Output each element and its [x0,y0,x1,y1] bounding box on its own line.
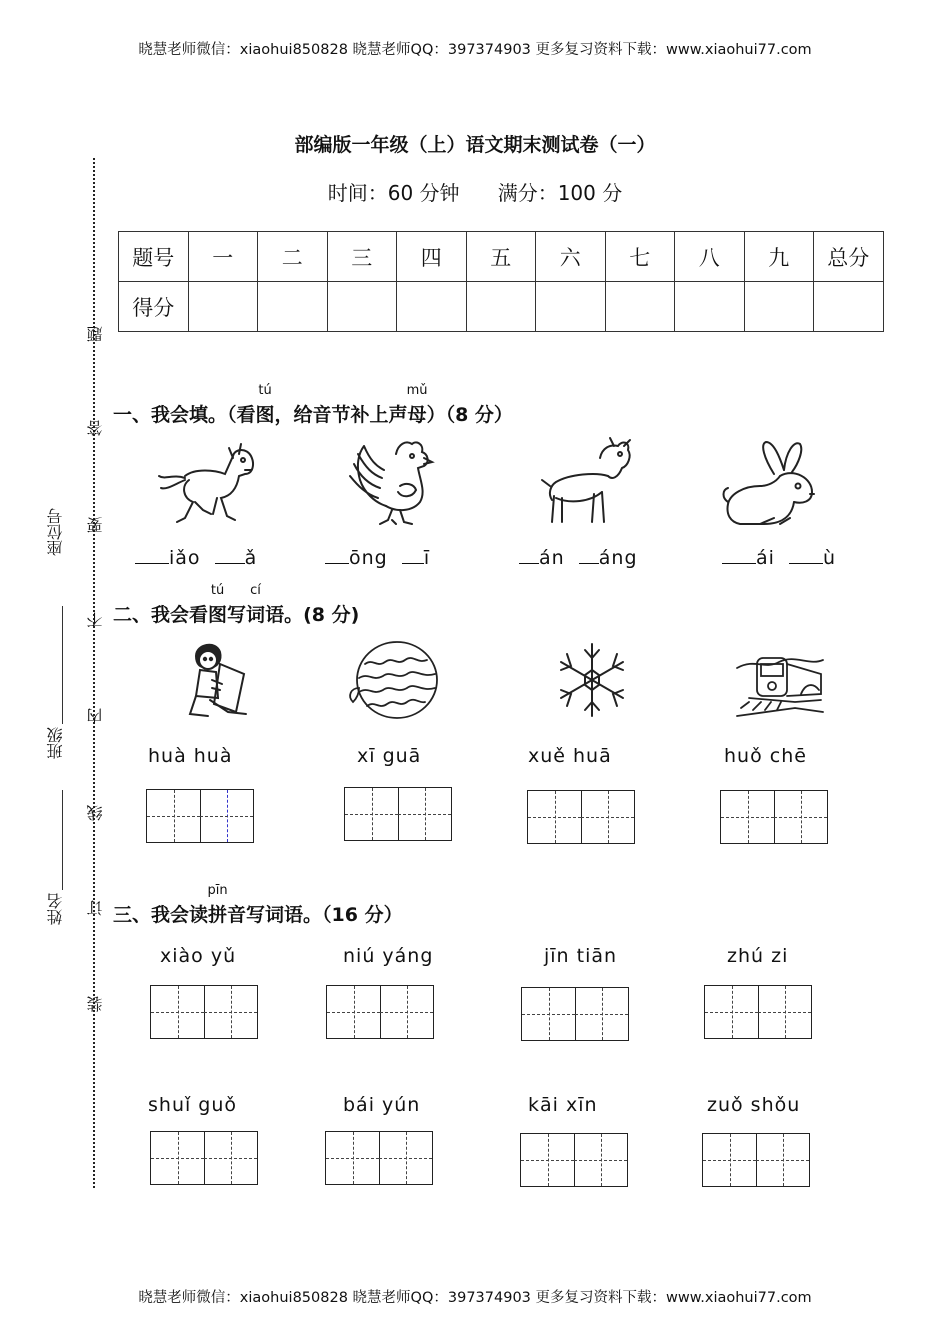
section1-heading [113,383,513,427]
writing-grid[interactable] [150,1131,258,1185]
ruby-tu2-pinyin: tú [210,583,225,598]
ruby-mu [406,383,428,427]
seat-number-underline [62,606,64,724]
writing-grid[interactable] [325,1131,433,1185]
section3-prefix: 三、我会读 [113,904,209,926]
ruby-tu2-char: 图 [208,604,228,626]
fill-item-4 [722,545,836,569]
fill-item-3 [519,545,638,569]
col-9: 九 [744,232,814,282]
score-table-header-row [119,232,884,282]
word-pinyin-3-2: niú yáng [343,945,434,967]
score-cell[interactable] [536,282,606,332]
warn-char-2: 答 [86,420,105,436]
boy-drawing-picture [188,640,252,720]
ruby-ci-char: 词 [246,604,266,626]
ruby-pin [207,883,228,927]
writing-grid[interactable] [520,1133,628,1187]
word-pinyin-2-3: xuě huā [528,745,612,767]
writing-grid[interactable] [326,985,434,1039]
fill-blank[interactable] [215,545,245,564]
col-8: 八 [675,232,745,282]
writing-grid[interactable] [527,790,635,844]
row-label-score: 得分 [119,282,189,332]
goat-picture [540,436,635,528]
fill-blank[interactable] [579,545,599,564]
horse-picture [155,440,259,528]
ruby-mu-char: 母 [407,404,427,426]
ruby-tu-pinyin: tú [258,383,272,398]
col-5: 五 [466,232,536,282]
fill-final-3b: áng [598,547,638,569]
page-footer: 晓慧老师微信：xiaohui850828 晓慧老师QQ：397374903 更多复习资料下载：www.xiaohui77.com [138,1290,812,1306]
ruby-tu-char: 图 [255,404,275,426]
score-cell[interactable] [675,282,745,332]
writing-grid[interactable] [150,985,258,1039]
section1-prefix: 一、我会填。（看 [113,404,256,426]
score-cell[interactable] [327,282,397,332]
fill-final-4a: ái [756,547,775,569]
binding-dotted-line [93,158,95,1188]
ruby-pin-char: 拼 [208,904,228,926]
fill-blank[interactable] [789,545,823,564]
ruby-mu-pinyin: mǔ [406,383,428,398]
warn-char-8: 装 [86,996,105,1012]
col-4: 四 [397,232,467,282]
score-table [118,231,884,332]
fill-final-2a: ōng [349,547,388,569]
word-pinyin-3-1: xiào yǔ [160,945,237,967]
ruby-tu [255,383,275,427]
row-label-number: 题号 [119,232,189,282]
col-7: 七 [605,232,675,282]
fill-final-1a: iǎo [169,547,201,569]
score-cell[interactable] [605,282,675,332]
section2-suffix: 语。(8 分) [265,604,360,626]
ruby-ci-pinyin: cí [250,583,261,598]
col-1: 一 [188,232,258,282]
fill-blank[interactable] [325,545,349,564]
ruby-pin-pinyin: pīn [207,883,228,898]
ruby-tu-2 [208,583,228,627]
warn-char-7: 订 [86,900,105,916]
warn-char-5: 内 [86,708,105,724]
word-pinyin-3-8: zuǒ shǒu [707,1094,801,1116]
name-label: 姓名 [46,893,65,925]
fill-item-1 [135,545,257,569]
word-pinyin-3-7: kāi xīn [528,1094,598,1116]
fill-final-4b: ù [823,547,837,569]
fill-blank[interactable] [402,545,424,564]
col-3: 三 [327,232,397,282]
seat-number-label: 座位号 [46,508,65,556]
col-6: 六 [536,232,606,282]
score-cell[interactable] [466,282,536,332]
section2-xie: 写 [227,604,247,626]
warn-char-3: 要 [86,517,105,533]
fill-final-2b: ī [423,547,431,569]
score-cell[interactable] [397,282,467,332]
rooster-picture [340,436,435,528]
col-total: 总分 [814,232,884,282]
score-cell[interactable] [188,282,258,332]
train-picture [735,650,825,720]
section1-mid: ，给音节补上声 [274,404,408,426]
fill-blank[interactable] [135,545,169,564]
score-table-score-row [119,282,884,332]
class-underline [62,790,64,890]
writing-grid[interactable] [344,787,452,841]
fill-blank[interactable] [519,545,539,564]
word-pinyin-2-2: xī guā [357,745,422,767]
writing-grid[interactable] [720,790,828,844]
word-pinyin-3-5: shuǐ guǒ [148,1094,238,1116]
watermelon-picture [345,638,441,722]
writing-grid[interactable] [702,1133,810,1187]
section3-suffix: 音写词语。（16 分） [227,904,403,926]
writing-grid[interactable] [521,987,629,1041]
exam-subtitle: 时间：60 分钟 满分：100 分 [327,181,623,205]
snowflake-picture [555,640,629,720]
section1-suffix: ）（8 分） [426,404,513,426]
fill-item-2 [325,545,430,569]
fill-final-1b: ǎ [244,547,258,569]
score-cell[interactable] [744,282,814,332]
word-pinyin-2-4: huǒ chē [724,745,807,767]
word-pinyin-2-1: huà huà [148,745,233,767]
writing-grid[interactable] [704,985,812,1039]
class-label: 班级 [46,727,65,759]
score-cell[interactable] [814,282,884,332]
word-pinyin-3-4: zhú zi [727,945,789,967]
fill-blank[interactable] [722,545,756,564]
warn-char-4: 不 [86,612,105,628]
col-2: 二 [258,232,328,282]
exam-title: 部编版一年级（上）语文期末测试卷（一） [294,134,656,156]
section2-prefix: 二、我会看 [113,604,209,626]
section3-heading [113,883,403,927]
writing-grid[interactable] [146,789,254,843]
fill-final-3a: án [539,547,565,569]
rabbit-picture [720,438,818,528]
section2-heading [113,583,360,627]
word-pinyin-3-6: bái yún [343,1094,421,1116]
warn-char-6: 线 [86,805,105,821]
warn-char-1: 题 [86,326,105,342]
page-header: 晓慧老师微信：xiaohui850828 晓慧老师QQ：397374903 更多复习资料下载：www.xiaohui77.com [138,42,812,58]
ruby-ci [246,583,266,627]
word-pinyin-3-3: jīn tiān [544,945,618,967]
score-cell[interactable] [258,282,328,332]
